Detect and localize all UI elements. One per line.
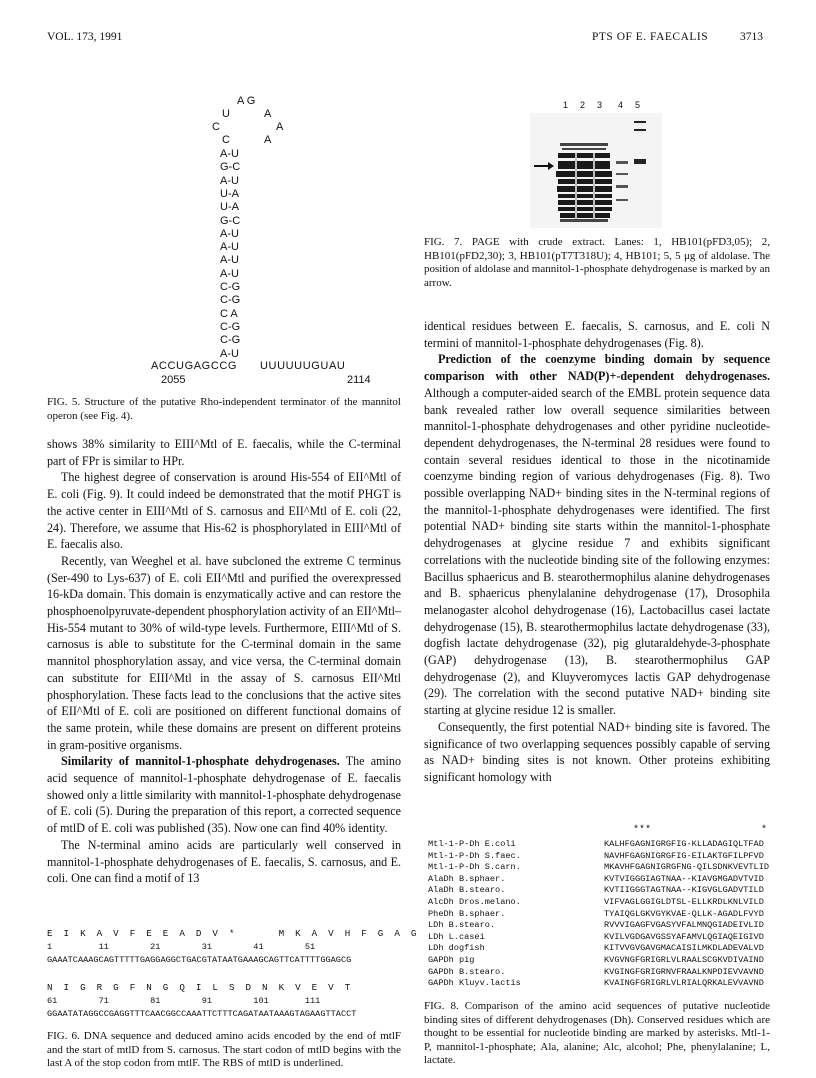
loop-left-3: C	[222, 134, 230, 146]
tail-right-seq: UUUUUUGUAU	[260, 360, 346, 372]
right-column-body	[424, 318, 770, 786]
page-number: 3713	[740, 31, 763, 43]
aa-line-2: N I G R G F N G Q I L S D N K V E V T	[47, 982, 351, 993]
para-mtld-similarity	[47, 753, 401, 837]
loop-right-2: A	[276, 121, 284, 133]
para-fpr: shows 38% similarity to EIII^Mtl of E. faecalis, while the C-terminal part of FPr is similar to HPr.	[47, 437, 401, 468]
stem-base-pair: G-C	[220, 214, 241, 227]
alignment-row-sequence: KITVVGVGAVGMACAISILMKDLADEVALVD	[604, 943, 764, 954]
alignment-row-sequence: NAVHFGAGNIGRGFIG-EILAKTGFILPFVD	[604, 850, 764, 861]
stem-base-pair: A-U	[220, 148, 239, 160]
alignment-row-name: GAPDh B.stearo.	[428, 966, 506, 977]
stem-base-pair: A-U	[220, 254, 239, 267]
aa-line-1: E I K A V F E E A D V * M K A V H F G A G	[47, 928, 417, 939]
tail-left-number: 2055	[161, 374, 186, 386]
alignment-row-name: AlcDh Dros.melano.	[428, 897, 521, 907]
stem-base-pair: C-G	[220, 320, 241, 333]
alignment-row-sequence: VIFVAGLGGIGLDTSL-ELLKRDLKNLVILD	[604, 897, 764, 907]
alignment-row-sequence: RVVVIGAGFVGASYVFALMNQGIADEIVLID	[604, 920, 764, 931]
para-identical-residues: identical residues between E. faecalis, S. carnosus, and E. coli N termini of mannitol-1-phosphate dehydrogenases (Fig. 8).	[424, 319, 770, 350]
para-consequently: Consequently, the first potential NAD+ binding site is favored. The significance of two overlapping sequences possibly capable of serving as NAD+ binding sites is not known. Other proteins exhibiting significant homology with	[424, 719, 770, 784]
fig7-gel-image	[530, 113, 662, 228]
stem-base-pair: A-U	[220, 174, 239, 187]
alignment-row-name: GAPDh Kluyv.lactis	[428, 978, 521, 989]
lane-label-5: 5	[635, 100, 641, 110]
stem-base-pair: C-G	[220, 334, 241, 347]
dna-line-2: GGAATATAGGCCGAGGTTTCAACGGCCAAATTCTTTCAGATAATAAAGTAGAAGTTACCT	[47, 1009, 357, 1019]
fig5-caption: FIG. 5. Structure of the putative Rho-independent terminator of the mannitol operon (see Fig. 4).	[47, 396, 401, 422]
loop-left-1: U	[222, 108, 230, 120]
dna-line-1: GAAATCAAAGCAGTTTTTGAGGAGGCTGACGTATAATGAAAGCAGTTCATTTTGGAGCG	[47, 955, 352, 965]
left-column-body	[47, 436, 401, 887]
loop-top: A G	[237, 95, 256, 107]
lane-label-1: 1	[563, 100, 569, 110]
num-line-1: 1 11 21 31 41 51	[47, 942, 316, 952]
stem-base-pair: U-A	[220, 187, 239, 200]
stem-base-pair: A-U	[220, 347, 239, 360]
alignment-row-sequence: MKAVHFGAGNIGRGFNG-QILSDNKVEVTLID	[604, 862, 770, 873]
fig7-caption: FIG. 7. PAGE with crude extract. Lanes: 1, HB101(pFD3,05); 2, HB101(pFD2,30); 3, HB101(pT7T318U); 4, HB101; 5, 5 μg of aldolase. The position of aldolase and mannitol-1-phosphate dehydrogenase is marked by an arrow.	[424, 236, 770, 289]
stem-base-pair: C-G	[220, 294, 241, 307]
conserved-stars-left: ***	[633, 825, 652, 836]
para-coenzyme	[424, 351, 770, 718]
running-header-title: PTS OF E. FAECALIS	[592, 31, 709, 43]
alignment-row-sequence: KVAINGFGRIGRLVLRIALQRKALEVVAVND	[604, 978, 764, 989]
alignment-row-name: Mtl-1-P-Dh E.coli	[428, 839, 516, 849]
lane-label-4: 4	[618, 100, 624, 110]
lane-label-2: 2	[580, 100, 586, 110]
alignment-row-name: LDh dogfish	[428, 943, 485, 954]
loop-left-2: C	[212, 121, 220, 133]
alignment-row-sequence: KVTIIGGGTAGTNAA--KIGVGLGADVTILD	[604, 885, 764, 896]
tail-left-seq: ACCUGAGCCG	[151, 360, 238, 372]
alignment-row-name: PheDh B.sphaer.	[428, 908, 506, 919]
para-van-weeghel: Recently, van Weeghel et al. have subcloned the extreme C terminus (Ser-490 to Lys-637) of E. coli EII^Mtl and purified the overexpressed 16-kDa domain. This domain is enzymatically active and can restore the phosphoenolpyruvate-dependent phosphorylation activity of an EII^Mtl–His-554 mutant to 30% of wild-type levels. Furthermore, EIII^Mtl of S. carnosus is able to substitute for the C-terminal domain in the same mannitol phosphorylation assay, and vice versa, the C-terminal domain can substitute for EIII^Mtl in the assay of S. carnosus EII^Mtl phosphorylation. These facts lead to the conclusions that the active sites of EII^Mtl of E. coli are positioned on different functional domains of the same protein, while these domains are present on different proteins in gram-positive organisms.	[47, 553, 401, 752]
alignment-row-sequence: KVTVIGGGIAGTNAA--KIAVGMGADVTVID	[604, 873, 764, 884]
section-heading-coenzyme: Prediction of the coenzyme binding domain by sequence comparison with other NAD(P)+-dependent dehydrogenases.	[424, 352, 770, 384]
conserved-star-right: *	[761, 825, 768, 836]
stem-base-pair: A-U	[220, 241, 239, 254]
para-n-terminal: The N-terminal amino acids are particularly well conserved in mannitol-1-phosphate dehydrogenases of E. faecalis, S. carnosus, and E. coli. One can find a motif of 13	[47, 837, 401, 886]
section-heading-similarity: Similarity of mannitol-1-phosphate dehydrogenases.	[61, 754, 340, 769]
alignment-row-name: LDh B.stearo.	[428, 920, 496, 931]
fig6-caption: FIG. 6. DNA sequence and deduced amino acids encoded by the end of mtlF and the start of mtlD from S. carnosus. The start codon of mtlD begins with the last A of the stop codon from mtlF. The RBS of mtlD is underlined.	[47, 1030, 401, 1070]
alignment-row-name: Mtl-1-P-Dh S.carn.	[428, 862, 521, 873]
stem-base-pair: A-U	[220, 267, 239, 280]
loop-right-1: A	[264, 108, 272, 120]
fig8-caption: FIG. 8. Comparison of the amino acid sequences of putative nucleotide binding sites of different dehydrogenases (Dh). Conserved residues which are thought to be essential for nucleotide binding are marked by asterisks. Mtl-1-P, mannitol-1-phosphate; Ala, alanine; Alc, alcohol; Phe, phenylalanine; L, lactate.	[424, 1000, 770, 1067]
para-conservation: The highest degree of conservation is around His-554 of EII^Mtl of E. coli (Fig. 9). It could indeed be demonstrated that the motif PHGT is the active center in EIII^Mtl of S. carnosus and EII^Mtl of E. coli (22, 24). Therefore, we assume that His-62 is phosphorylated in EIII^Mtl of E. faecalis also.	[47, 470, 401, 552]
tail-right-number: 2114	[347, 374, 371, 386]
alignment-row-name: GAPDh pig	[428, 955, 475, 965]
alignment-row-sequence: KVGVNGFGRIGRLVLRAALSCGKVDIVAIND	[604, 955, 764, 965]
stem-base-pair: C A	[220, 307, 238, 320]
para-coenzyme-text: Although a computer-aided search of the EMBL protein sequence data bank revealed rather low overall sequence similarities between mannitol-1-phosphate dehydrogenases and other pyridine nucleotide-dependent dehydrogenases, the N-terminal 28 residues were found to contain several residues identical to those in the nicotinamide coenzyme binding region of various dehydrogenases (Fig. 8). Two possible overlapping NAD+ binding sites in the N-terminal regions of the mannitol-1-phosphate dehydrogenases were identified. The first potential NAD+ binding site starts within the mannitol-1-phosphate dehydrogenases at glycine residue 7 and exhibits significant correlations with the nucleotide binding site of the following enzymes: Bacillus sphaericus and B. stearothermophilus alanine dehydrogenases and B. sphaericus phenylalanine dehydrogenase (17), Drosophila melanogaster alcohol dehydrogenase (16), Lactobacillus casei lactate dehydrogenase (15), B. stearothermophilus lactate dehydrogenase (33), dogfish lactate dehydrogenase (32), pig glutaraldehyde-3-phosphate (GAP) dehydrogenase (13), B. stearothermophilus GAP dehydrogenase (2), and Kluyveromyces lactis GAP dehydrogenase (29). The correlation with the second putative NAD+ binding site starting at glycine residue 12 is smaller.	[424, 385, 770, 718]
stem-base-pair: C-G	[220, 281, 241, 293]
alignment-row-name: AlaDh B.stearo.	[428, 885, 506, 896]
running-header-left: VOL. 173, 1991	[47, 31, 123, 43]
para-mtld-text: The amino acid sequence of mannitol-1-phosphate dehydrogenase of E. faecalis showed only a little similarity with mannitol-1-phosphate dehydrogenase of E. coli (5). During the preparation of this report, a corrected sequence of mtlD of E. coli was published (35). Now one can find 40% identity.	[47, 754, 401, 836]
alignment-row-name: AlaDh B.sphaer.	[428, 873, 506, 884]
stem-base-pair: U-A	[220, 201, 239, 214]
stem-base-pair: A-U	[220, 227, 239, 240]
alignment-row-sequence: KVILVGDGAVGSSYAFAMVLQGIAQEIGIVD	[604, 931, 764, 942]
alignment-row-sequence: KALHFGAGNIGRGFIG-KLLADAGIQLTFAD	[604, 839, 764, 849]
alignment-row-sequence: KVGINGFGRIGRNVFRAALKNPDIEVVAVND	[604, 966, 764, 977]
alignment-row-sequence: TYAIQGLGKVGYKVAE-QLLK-AGADLFVYD	[604, 908, 764, 919]
alignment-row-name: LDh L.casei	[428, 931, 485, 942]
num-line-2: 61 71 81 91 101 111	[47, 996, 321, 1006]
loop-right-3: A	[264, 134, 272, 146]
stem-base-pair: G-C	[220, 161, 241, 174]
lane-label-3: 3	[597, 100, 603, 110]
alignment-row-name: Mtl-1-P-Dh S.faec.	[428, 850, 521, 861]
